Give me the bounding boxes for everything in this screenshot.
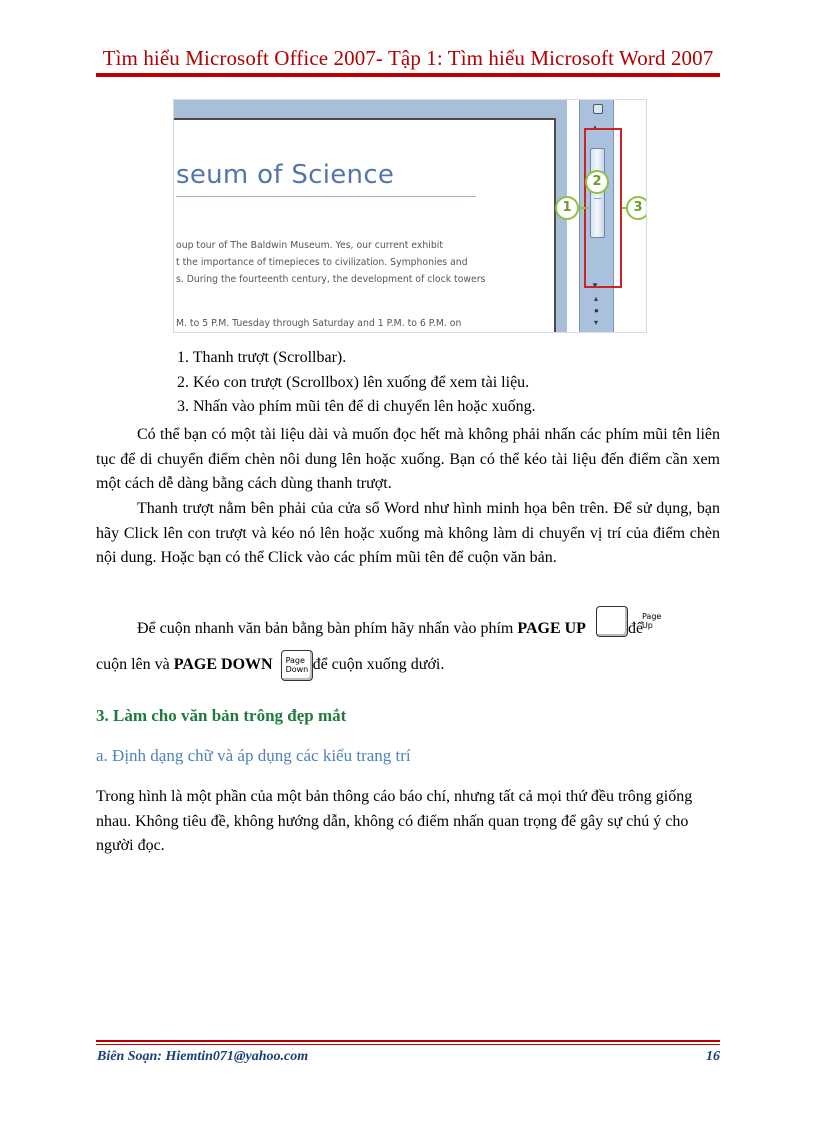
figure-heading-rule (176, 196, 476, 197)
header-divider (96, 73, 720, 77)
paragraph-text: Để cuộn nhanh văn bản bằng bàn phím hãy nhấn vào phím (137, 620, 518, 637)
paragraph-text: để cuộn xuống dưới. (312, 656, 445, 673)
scroll-up-arrow-icon[interactable]: ▲ (591, 123, 599, 132)
page-down-key-icon: Page Down (281, 650, 313, 681)
document-page (174, 118, 556, 332)
page-up-key-icon: Page Up (596, 606, 628, 637)
paragraph: Trong hình là một phần của một bản thông cáo báo chí, nhưng tất cả mọi thứ đều trông giống nhau. Không tiêu đề, không hướng dẫn, không có điểm nhấn quan trọng để gây sự chú ý cho người đọc. (96, 788, 693, 854)
next-page-icon[interactable]: ▾ (594, 318, 599, 327)
browse-object-icon[interactable]: ● (594, 306, 599, 315)
header-title: Tìm hiểu Microsoft Office 2007- Tập 1: Tìm hiểu Microsoft Word 2007 (102, 46, 714, 70)
paragraph-keys (96, 606, 720, 642)
paragraph-keys-line2 (96, 650, 720, 681)
figure-line: oup tour of The Baldwin Museum. Yes, our current exhibit (176, 240, 443, 251)
figure-heading: seum of Science (176, 160, 395, 190)
list-item: 1. Thanh trượt (Scrollbar). (177, 349, 347, 366)
document-area (174, 100, 567, 332)
scrollbar-highlight-box (584, 128, 622, 288)
paragraph: Có thể bạn có một tài liệu dài và muốn đọc hết mà không phải nhấn các phím mũi tên liên tục để di chuyển điểm chèn nôi dung lên hoặc xuống. Bạn có thể kéo tài liệu đến điểm cần xem một cách dễ dàng bằng cách dùng thanh trượt. (96, 426, 720, 492)
paragraph-text: để (627, 620, 644, 637)
scrollbar-figure (173, 99, 647, 333)
list-item: 2. Kéo con trượt (Scrollbox) lên xuống để xem tài liệu. (177, 373, 530, 391)
footer-divider (96, 1040, 720, 1042)
callout-1: 1 (555, 196, 579, 220)
previous-page-icon[interactable]: ▴ (594, 294, 599, 303)
footer-author: Biên Soạn: Hiemtin071@yahoo.com (97, 1049, 309, 1064)
list-item: 3. Nhấn vào phím mũi tên để di chuyển lên hoặc xuống. (177, 398, 536, 415)
page-number: 16 (706, 1049, 720, 1064)
subsection-title: a. Định dạng chữ và áp dụng các kiểu trang trí (96, 746, 411, 765)
footer-divider-thin (96, 1044, 720, 1045)
scroll-down-arrow-icon[interactable]: ▼ (591, 281, 599, 290)
section-title: 3. Làm cho văn bản trông đẹp mắt (96, 706, 347, 725)
ruler-toggle-icon[interactable] (593, 104, 603, 114)
key-name-page-up: PAGE UP (517, 620, 586, 637)
numbered-list (177, 346, 536, 420)
paragraph: Thanh trượt nằm bên phải của cửa sổ Word như hình minh họa bên trên. Để sử dụng, bạn hãy Click lên con trượt và kéo nó lên hoặc xuống mà không làm di chuyển vị trí của điểm chèn nội dung. Hoặc bạn có thể Click vào các phím mũi tên để cuộn văn bản. (96, 500, 720, 566)
figure-line: s. During the fourteenth century, the development of clock towers (176, 274, 486, 285)
figure-line: t the importance of timepieces to civilization. Symphonies and (176, 257, 468, 268)
callout-3: 3 (626, 196, 647, 220)
callout-2: 2 (585, 170, 609, 194)
key-name-page-down: PAGE DOWN (173, 656, 273, 673)
paragraph-text: cuộn lên và (96, 656, 174, 673)
figure-line: M. to 5 P.M. Tuesday through Saturday and 1 P.M. to 6 P.M. on (176, 318, 462, 329)
